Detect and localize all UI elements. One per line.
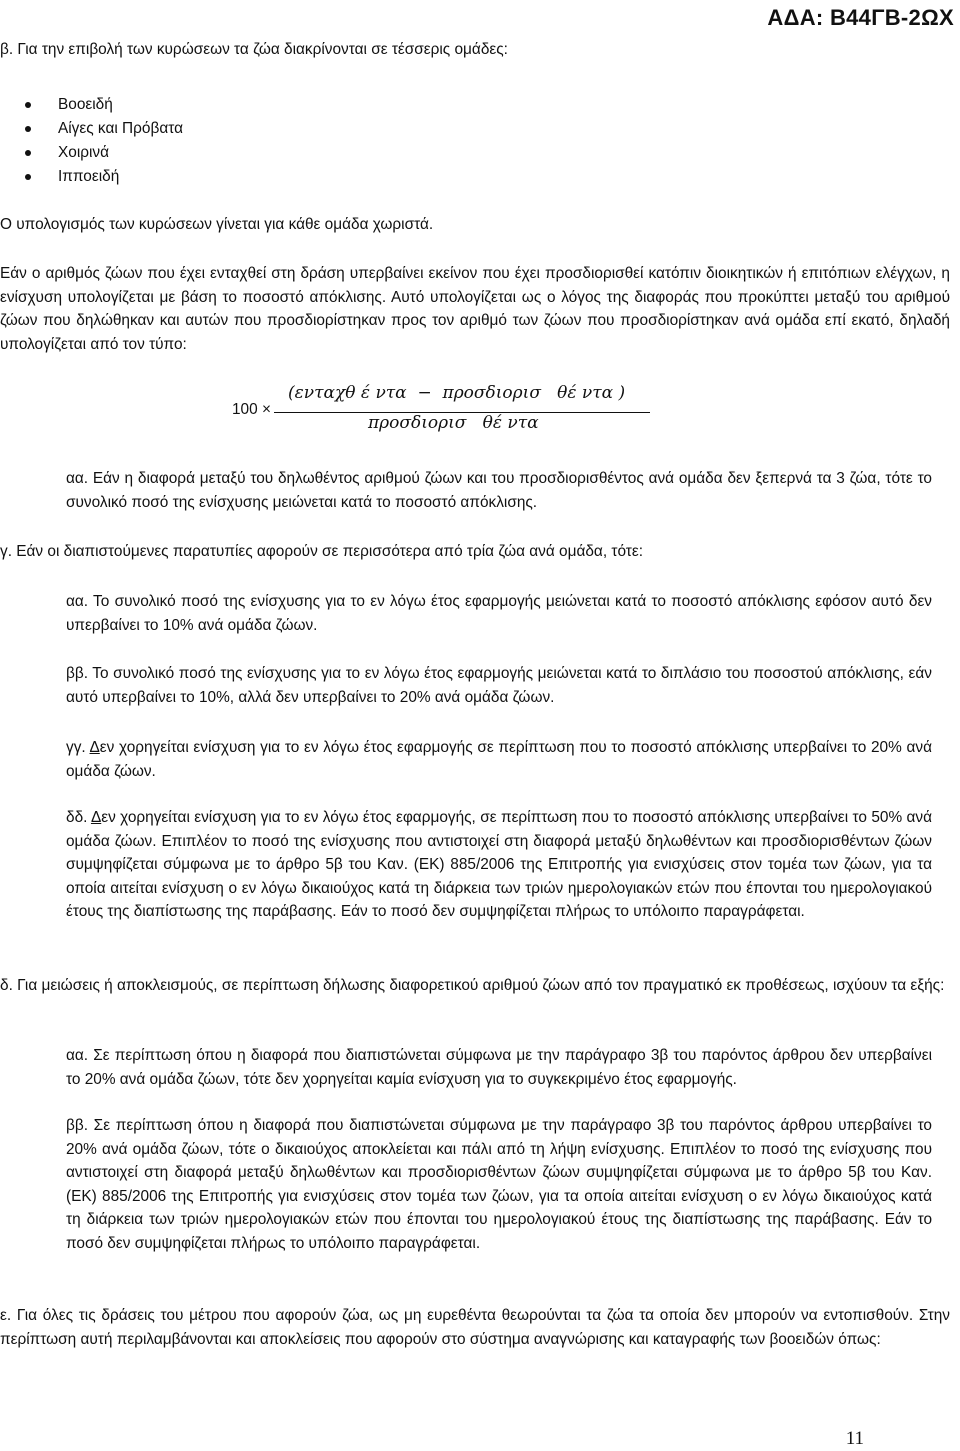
paragraph-d-bb: ββ. Σε περίπτωση όπου η διαφορά που διαπιστώνεται σύμφωνα με την παράγραφο 3β του παρόντος άρθρου υπερβαίνει το 20% ανά ομάδα ζώων, τότε ο δικαιούχος αποκλείεται και πάλι από τη λήψη ενίσχυσης. Επιπλέον το ποσό της ενίσχυσης που αντιστοιχεί στη διαφορά μεταξύ δηλωθέντων και προσδιορισθέντων ζώων συμψηφίζεται σύμφωνα με το άρθρο 5β του Καν. (ΕΚ) 885/2006 της Επιτροπής για ενισχύσεις στον τομέα των ζώων, για τα οποία αιτείται ενίσχυση ο εν λόγω δικαιούχος κατά τη διάρκεια των τριών ημερολογιακών ετών που έπονται του ημερολογιακού έτους της διαπίστωσης της παράβασης. Εάν το ποσό δεν συμψηφίζεται πλήρως το υπόλοιπο παραγράφεται. xyxy=(66,1117,932,1252)
deviation-formula xyxy=(232,382,652,442)
formula-denominator: προσδιορισ θέ ντα xyxy=(368,413,539,433)
list-item: Ιπποειδή xyxy=(22,165,183,189)
page-number: 11 xyxy=(845,1428,864,1449)
list-item: Βοοειδή xyxy=(22,93,183,117)
bullet-icon xyxy=(25,174,31,180)
paragraph-g-dd: δδ. Δεν χορηγείται ενίσχυση για το εν λόγω έτος εφαρμογής, σε περίπτωση που το ποσοστό απόκλισης υπερβαίνει το 50% ανά ομάδα ζώων. Επιπλέον το ποσό της ενίσχυσης που αντιστοιχεί στη διαφορά μεταξύ δηλωθέντων και προσδιορισθέντων ζώων συμψηφίζεται σύμφωνα με το άρθρο 5β του Καν. (ΕΚ) 885/2006 της Επιτροπής για ενισχύσεις στον τομέα των ζώων, για τα οποία αιτείται ενίσχυση ο εν λόγω δικαιούχος κατά τη διάρκεια των τριών ημερολογιακών ετών που έπονται του ημερολογιακού έτους της διαπίστωσης της παράβασης. Εάν το ποσό δεν συμψηφίζεται πλήρως το υπόλοιπο παραγράφεται. xyxy=(66,809,933,920)
paragraph-d: δ. Για μειώσεις ή αποκλεισμούς, σε περίπτωση δήλωσης διαφορετικού αριθμού ζώων από τον πραγματικό εκ προθέσεως, ισχύουν τα εξής: xyxy=(0,977,945,994)
bullet-icon xyxy=(25,102,31,108)
paragraph-e: ε. Για όλες τις δράσεις του μέτρου που αφορούν ζώα, ως μη ευρεθέντα θεωρούνται τα ζώα τα οποία δεν μπορούν να εντοπισθούν. Στην περίπτωση αυτή περιλαμβάνονται και αποκλείσεις που αφορούν στο σύστημα αναγνώρισης και καταγραφής των βοοειδών όπως: xyxy=(0,1307,950,1348)
formula-numerator: (ενταχθ έ ντα − προσδιορισ θέ ντα ) xyxy=(288,383,626,403)
ada-code: ΑΔΑ: Β44ΓΒ-2ΩΧ xyxy=(767,5,954,30)
paragraph-g-gg: γγ. Δεν χορηγείται ενίσχυση για το εν λόγω έτος εφαρμογής σε περίπτωση που το ποσοστό απόκλισης υπερβαίνει το 20% ανά ομάδα ζώων. xyxy=(66,739,932,780)
paragraph-aa-three-animals: αα. Εάν η διαφορά μεταξύ του δηλωθέντος αριθμού ζώων και του προσδιορισθέντος ανά ομάδα δεν ξεπερνά τα 3 ζώα, τότε το συνολικό ποσό της ενίσχυσης μειώνεται κατά το ποσοστό απόκλισης. xyxy=(66,470,932,511)
paragraph-separate-calculation: Ο υπολογισμός των κυρώσεων γίνεται για κάθε ομάδα χωριστά. xyxy=(0,216,434,233)
list-item: Χοιρινά xyxy=(22,141,183,165)
bullet-icon xyxy=(25,150,31,156)
animal-groups-list xyxy=(22,93,183,189)
paragraph-g-bb: ββ. Το συνολικό ποσό της ενίσχυσης για το εν λόγω έτος εφαρμογής μειώνεται κατά το διπλάσιο του ποσοστού απόκλισης, εάν αυτό υπερβαίνει το 10%, αλλά δεν υπερβαίνει το 20% ανά ομάδα ζώων. xyxy=(66,665,932,706)
paragraph-g: γ. Εάν οι διαπιστούμενες παρατυπίες αφορούν σε περισσότερα από τρία ζώα ανά ομάδα, τότε: xyxy=(0,543,644,560)
bullet-icon xyxy=(25,126,31,132)
formula-multiplier: 100 × xyxy=(232,401,271,418)
paragraph-b: β. Για την επιβολή των κυρώσεων τα ζώα διακρίνονται σε τέσσερις ομάδες: xyxy=(0,41,508,58)
paragraph-g-aa: αα. Το συνολικό ποσό της ενίσχυσης για το εν λόγω έτος εφαρμογής μειώνεται κατά το ποσοστό απόκλισης εφόσον αυτό δεν υπερβαίνει το 10% ανά ομάδα ζώων. xyxy=(66,593,932,634)
paragraph-d-aa: αα. Σε περίπτωση όπου η διαφορά που διαπιστώνεται σύμφωνα με την παράγραφο 3β του παρόντος άρθρου δεν υπερβαίνει το 20% ανά ομάδα ζώων, τότε δεν χορηγείται καμία ενίσχυση για το συγκεκριμένο έτος εφαρμογής. xyxy=(66,1047,932,1088)
paragraph-deviation: Εάν ο αριθμός ζώων που έχει ενταχθεί στη δράση υπερβαίνει εκείνον που έχει προσδιορισθεί κατόπιν διοικητικών ή επιτόπιων ελέγχων, η ενίσχυση υπολογίζεται με βάση το ποσοστό απόκλισης. Αυτό υπολογίζεται ως ο λόγος της διαφοράς που προκύπτει μεταξύ του αριθμού ζώων που δηλώθηκαν και αυτών που προσδιορίστηκαν προς τον αριθμό των ζώων που προσδιορίστηκαν ανά ομάδα επί εκατό, δηλαδή υπολογίζεται από τον τύπο: xyxy=(0,265,950,353)
list-item: Αίγες και Πρόβατα xyxy=(22,117,183,141)
